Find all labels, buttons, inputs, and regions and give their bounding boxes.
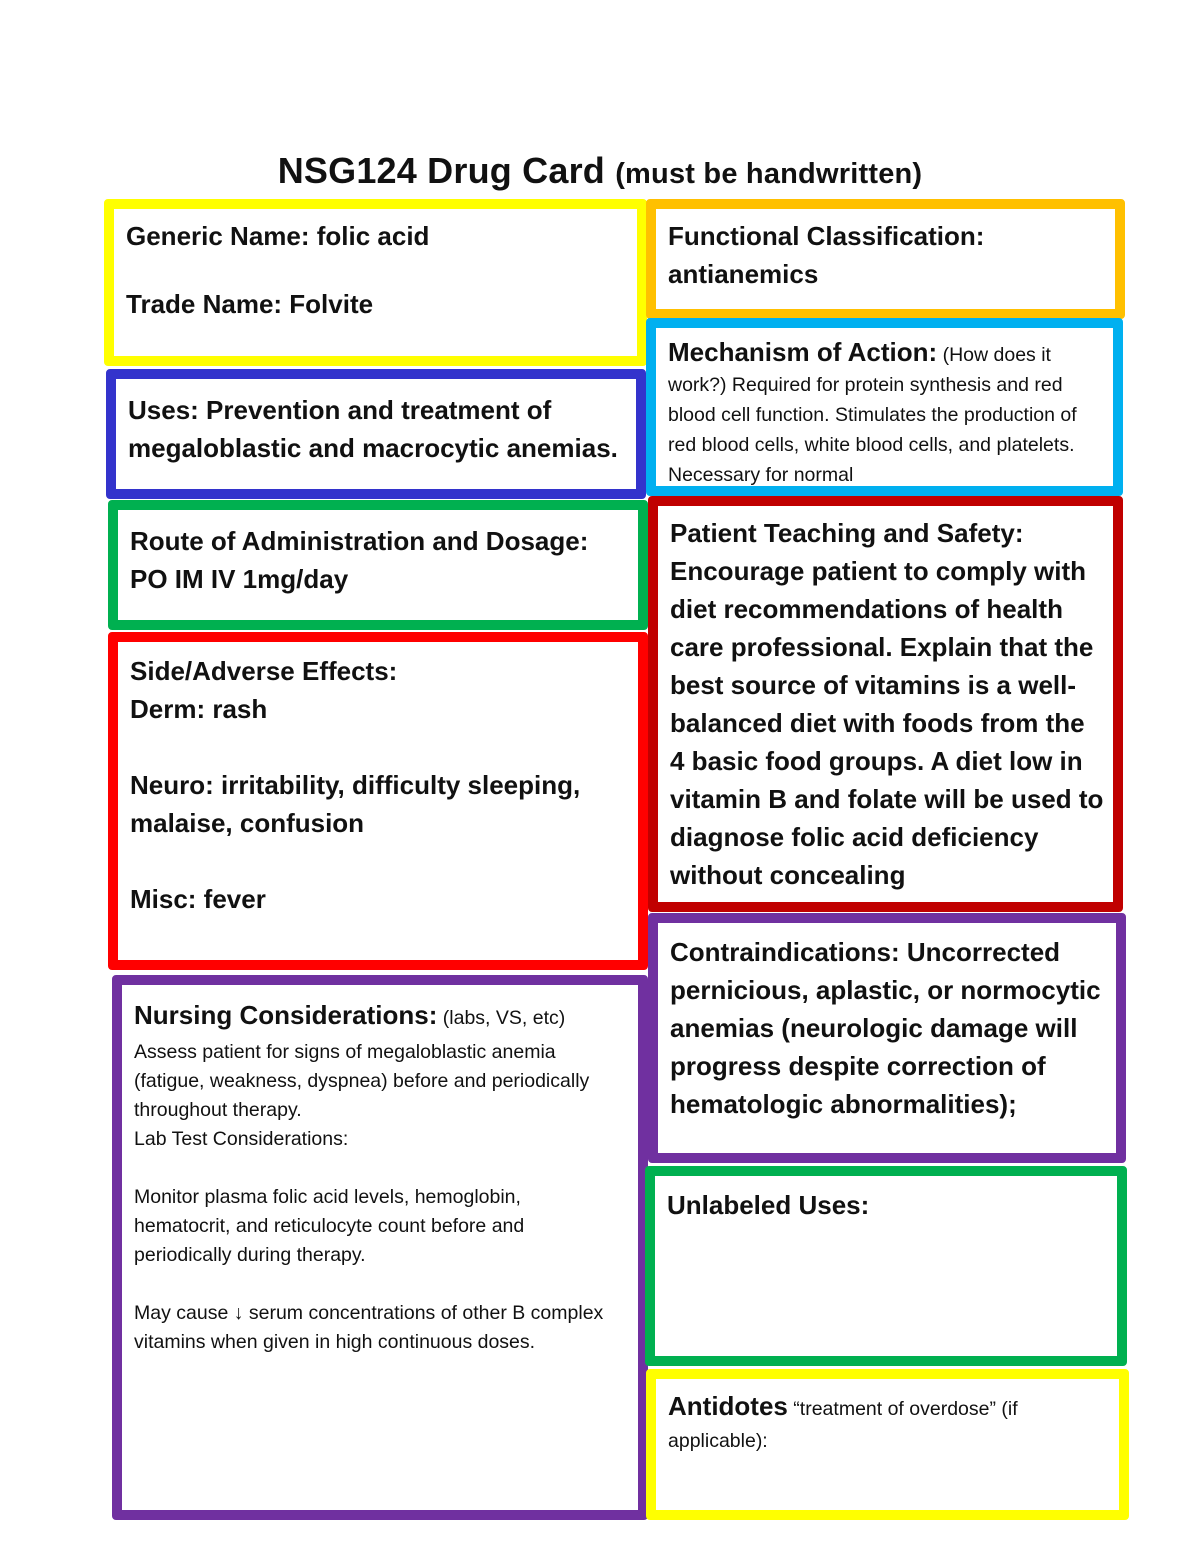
side-effects-misc: Misc: fever [130, 884, 266, 914]
teaching-text: Encourage patient to comply with diet recommendations of health care professional. Explain that the best source of vitamins is a well-balanced diet with foods from the 4 basic food groups. A diet low in vitamin B and folate will be used to diagnose folic acid deficiency without concealing [670, 556, 1104, 890]
classification-value: antianemics [668, 259, 819, 289]
mechanism-content [668, 338, 1095, 491]
nursing-box [112, 975, 648, 1520]
uses-text: Uses: Prevention and treatment of megaloblastic and macrocytic anemias. [128, 395, 618, 463]
antidotes-heading: Antidotes [668, 1391, 788, 1421]
antidotes-content [668, 1391, 1107, 1458]
trade-name: Trade Name: Folvite [126, 289, 374, 319]
nursing-heading-line [134, 997, 608, 1038]
side-effects-derm: Derm: rash [130, 694, 268, 724]
unlabeled-uses-box [645, 1166, 1127, 1366]
uses-box [106, 369, 646, 499]
page-title [0, 148, 1200, 197]
card-subtitle: (must be handwritten) [615, 158, 923, 190]
mechanism-text: Required for protein synthesis and red blood cell function. Stimulates the production of red blood cells, white blood cells, and platelets. Necessary for normal [668, 374, 1077, 486]
nursing-paren: (labs, VS, etc) [437, 1007, 566, 1029]
route-heading: Route of Administration and Dosage: [130, 526, 589, 556]
route-value: PO IM IV 1mg/day [130, 564, 349, 594]
nursing-assess: Assess patient for signs of megaloblastic anemia (fatigue, weakness, dyspnea) before and periodically throughout therapy. [134, 1041, 590, 1121]
contraindications-text: Contraindications: Uncorrected pernicious, aplastic, or normocytic anemias (neurologic damage will progress despite correction of hematologic abnormalities); [670, 937, 1101, 1119]
teaching-heading: Patient Teaching and Safety: [670, 518, 1024, 548]
nursing-heading: Nursing Considerations: [134, 1000, 438, 1030]
nursing-may-cause: May cause ↓ serum concentrations of other B complex vitamins when given in high continuous doses. [134, 1302, 604, 1353]
side-effects-heading: Side/Adverse Effects: [130, 656, 398, 686]
teaching-box [648, 496, 1123, 912]
nursing-lab-heading: Lab Test Considerations: [134, 1128, 349, 1150]
generic-name: Generic Name: folic acid [126, 221, 430, 251]
route-box [108, 500, 648, 630]
card-title: NSG124 Drug Card [277, 150, 605, 191]
side-effects-neuro: Neuro: irritability, difficulty sleeping, malaise, confusion [130, 770, 581, 838]
side-effects-box [108, 632, 648, 970]
antidotes-text: “treatment of overdose” (if applicable): [668, 1398, 1018, 1452]
classification-box [646, 199, 1125, 319]
classification-heading: Functional Classification: [668, 221, 985, 251]
antidotes-box [646, 1369, 1129, 1520]
unlabeled-uses-heading: Unlabeled Uses: [667, 1190, 870, 1220]
contraindications-box [648, 913, 1126, 1163]
mechanism-heading: Mechanism of Action: [668, 337, 938, 367]
nursing-monitor: Monitor plasma folic acid levels, hemoglobin, hematocrit, and reticulocyte count before and periodically during therapy. [134, 1186, 525, 1266]
names-box [104, 199, 647, 366]
mechanism-box [646, 318, 1123, 496]
mechanism-paren: (How does it work?) [668, 344, 1051, 396]
